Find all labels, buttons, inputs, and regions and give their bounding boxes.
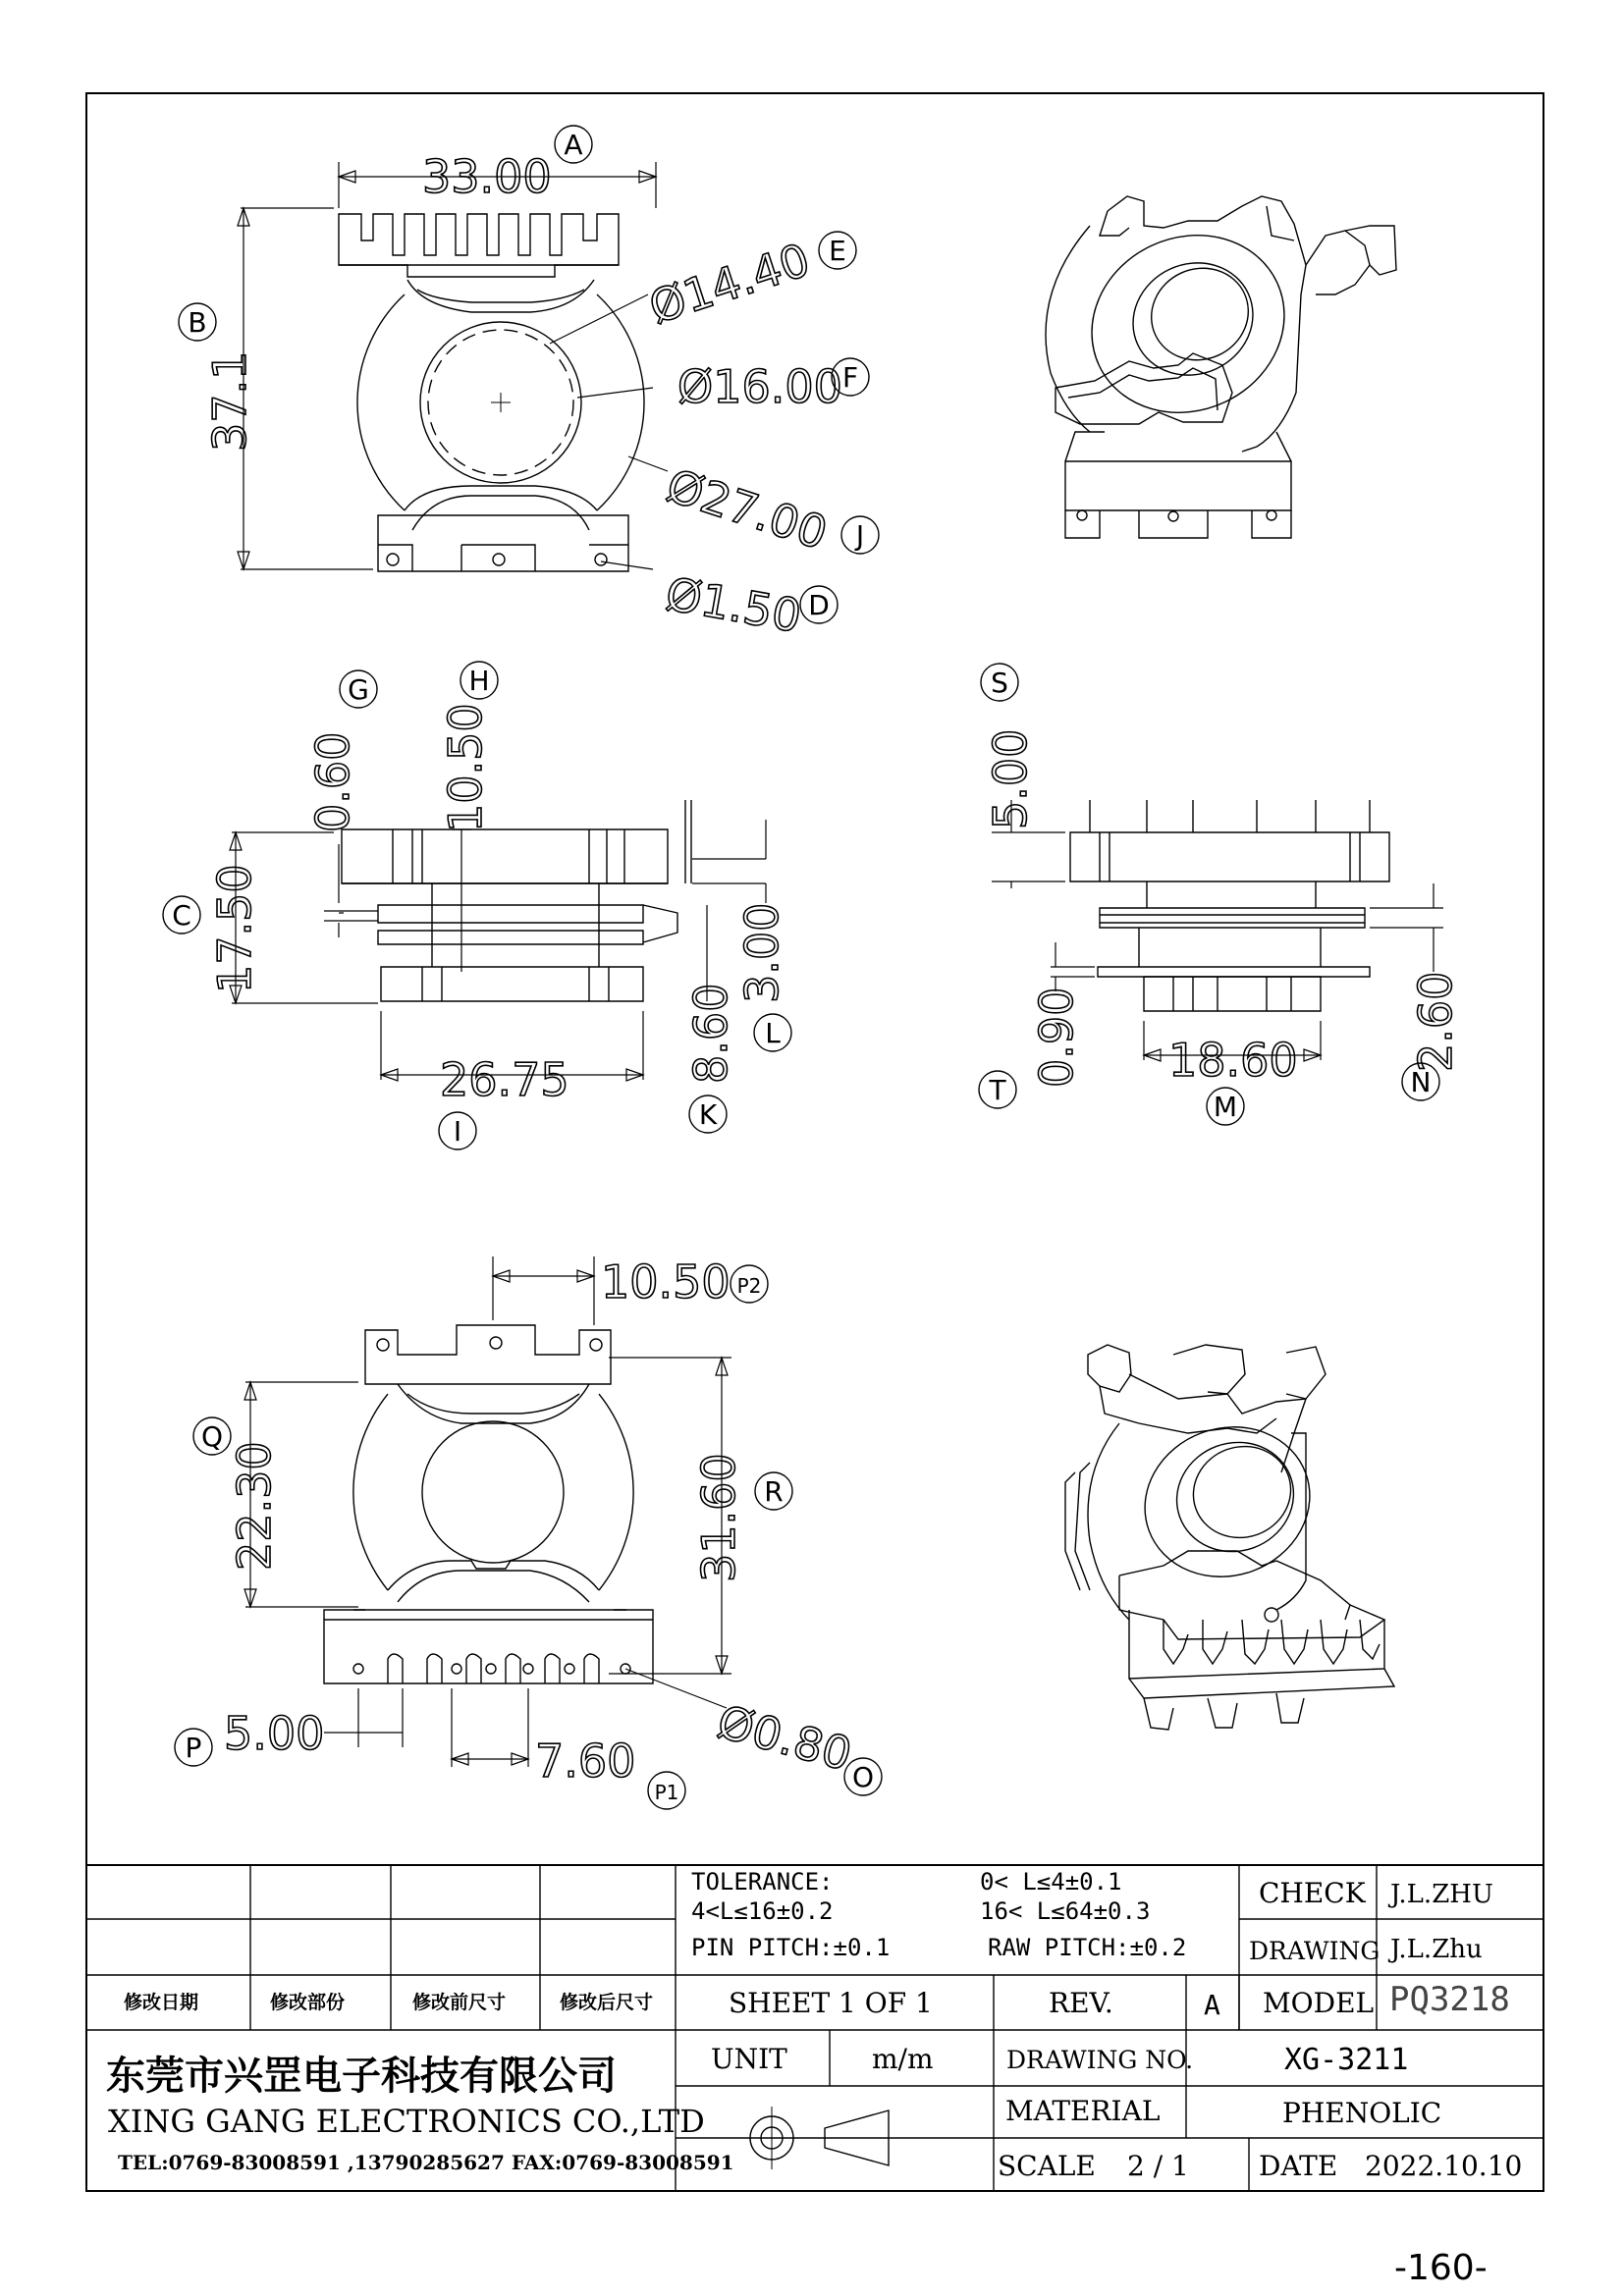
front-view-labels (179, 126, 879, 643)
bottom-view (324, 1325, 653, 1683)
label-f: F (841, 361, 859, 394)
dim-g-value: 0.60 (306, 731, 359, 832)
dim-k-value: 8.60 (684, 983, 737, 1084)
material-label: MATERIAL (1005, 2095, 1161, 2127)
check-value: J.L.ZHU (1390, 1880, 1493, 1909)
drawing-no-label: DRAWING NO. (1006, 2046, 1194, 2074)
model-label: MODEL (1263, 1987, 1375, 2019)
dim-t-value: 0.90 (1030, 987, 1083, 1088)
dim-l-value: 3.00 (735, 902, 788, 1003)
rev-header-after: 修改后尺寸 (560, 1992, 654, 2013)
rev-label: REV. (1049, 1987, 1113, 2019)
label-n: N (1410, 1066, 1432, 1098)
tolerance-range-3: 16< L≤64±0.3 (980, 1897, 1151, 1925)
scale-label: SCALE (998, 2150, 1096, 2182)
unit-label: UNIT (711, 2043, 787, 2075)
side-view-left (342, 800, 691, 1001)
check-label: CHECK (1259, 1877, 1366, 1909)
model-value: PQ3218 (1389, 1980, 1510, 2019)
projection-symbol-icon (738, 2107, 898, 2169)
label-d: D (808, 589, 830, 621)
bottom-view-dimensions (244, 1256, 731, 1767)
dim-q-value: 22.30 (228, 1441, 281, 1571)
label-a: A (564, 129, 583, 161)
rev-value: A (1204, 1989, 1220, 2021)
label-p: P (185, 1732, 202, 1764)
label-m: M (1213, 1091, 1238, 1123)
tolerance-range-1: 0< L≤4±0.1 (980, 1868, 1122, 1896)
label-b: B (188, 306, 207, 339)
drawing-value: J.L.Zhu (1390, 1935, 1483, 1964)
label-s: S (991, 667, 1008, 699)
dim-p2-value: 10.50 (601, 1255, 731, 1308)
side-view-right (1070, 800, 1389, 1011)
isometric-view-bottom (1065, 1345, 1394, 1730)
date-label: DATE (1259, 2150, 1338, 2182)
label-p2: P2 (736, 1274, 762, 1298)
dim-j-value: Ø27.00 (660, 458, 834, 561)
label-j: J (855, 519, 865, 552)
label-q: Q (200, 1420, 224, 1453)
dim-r-value: 31.60 (692, 1453, 745, 1582)
rev-header-part: 修改部份 (270, 1992, 346, 2013)
material-value: PHENOLIC (1282, 2097, 1442, 2129)
tolerance-range-2: 4<L≤16±0.2 (691, 1897, 834, 1925)
unit-value: m/m (872, 2043, 934, 2075)
dim-p-value: 5.00 (224, 1707, 325, 1760)
company-name-cn: 东莞市兴罡电子科技有限公司 (106, 2054, 617, 2099)
label-o: O (851, 1761, 875, 1793)
label-k: K (698, 1098, 718, 1131)
dim-e-value: Ø14.40 (642, 233, 817, 335)
scale-value: 2 / 1 (1127, 2150, 1189, 2182)
title-block (86, 1865, 1543, 2191)
front-view-dimensions (238, 162, 668, 569)
pin-pitch: PIN PITCH:±0.1 (691, 1934, 891, 1961)
dim-a-value: 33.00 (422, 150, 552, 203)
company-contact: TEL:0769-83008591 ,13790285627 FAX:0769-83008591 (118, 2151, 734, 2174)
dim-f-value: Ø16.00 (677, 360, 842, 413)
front-view (339, 214, 644, 571)
dim-o-value: Ø0.80 (712, 1694, 858, 1782)
label-g: G (348, 673, 369, 706)
date-value: 2022.10.10 (1365, 2150, 1523, 2182)
label-i: I (453, 1115, 462, 1148)
side-view-right-labels (979, 664, 1462, 1125)
dim-c-value: 17.50 (208, 864, 261, 993)
dim-d-value: Ø1.50 (662, 566, 806, 643)
dim-s-value: 5.00 (984, 728, 1037, 829)
dim-h-value: 10.50 (439, 703, 492, 832)
sheet-count: SHEET 1 OF 1 (729, 1987, 933, 2019)
label-e: E (829, 235, 846, 267)
drawing-label: DRAWING (1249, 1937, 1380, 1965)
rev-header-date: 修改日期 (124, 1992, 199, 2013)
dim-p1-value: 7.60 (535, 1735, 636, 1788)
label-p1: P1 (654, 1781, 679, 1804)
label-l: L (765, 1017, 781, 1049)
label-t: T (989, 1074, 1006, 1106)
rev-header-before: 修改前尺寸 (412, 1992, 507, 2013)
raw-pitch: RAW PITCH:±0.2 (988, 1934, 1187, 1961)
page-number: -160- (1394, 2248, 1488, 2288)
dim-n-value: 2.60 (1409, 971, 1462, 1072)
company-name-en: XING GANG ELECTRONICS CO.,LTD (108, 2103, 705, 2140)
drawing-no-value: XG-3211 (1284, 2043, 1409, 2077)
dim-i-value: 26.75 (440, 1053, 569, 1106)
label-r: R (764, 1475, 784, 1508)
dim-m-value: 18.60 (1168, 1034, 1298, 1087)
isometric-view-top (1046, 196, 1396, 538)
label-c: C (172, 899, 191, 932)
tolerance-label: TOLERANCE: (691, 1868, 834, 1896)
label-h: H (468, 665, 490, 697)
dim-b-value: 37.1 (203, 350, 256, 452)
